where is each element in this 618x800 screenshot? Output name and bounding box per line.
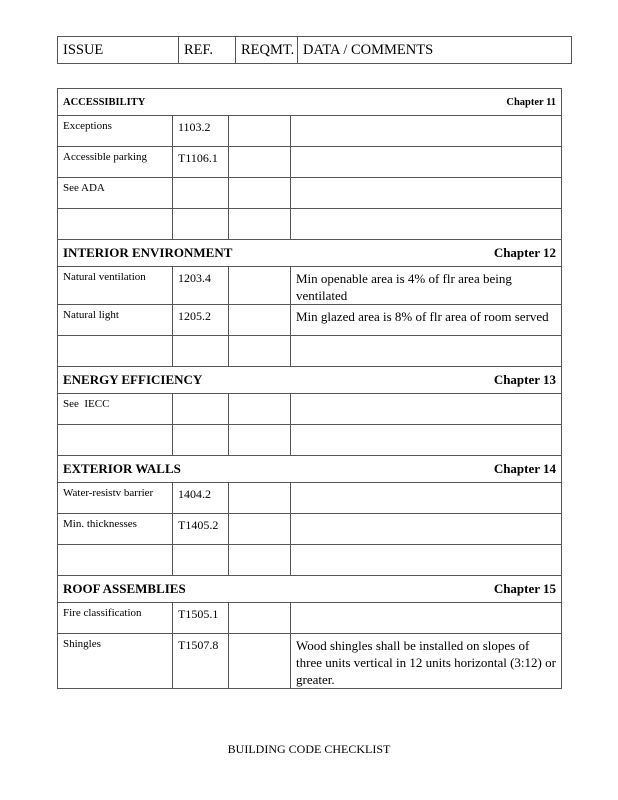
section-header-interior-environment [58,240,562,267]
row-reqmt [229,634,291,689]
table-row [58,425,562,456]
row-ref [173,336,229,367]
section-title: ACCESSIBILITY [63,96,146,108]
row-ref [173,209,229,240]
table-row [58,267,562,305]
row-reqmt [229,545,291,576]
row-reqmt [229,336,291,367]
table-row [58,545,562,576]
header-issue: ISSUE [58,37,179,64]
row-ref: T1507.8 [173,634,229,689]
row-ref: T1505.1 [173,603,229,634]
section-chapter: Chapter 15 [493,581,557,596]
row-label: Min. thicknesses [58,514,173,545]
section-header-energy-efficiency [58,367,562,394]
row-comment [291,425,562,456]
header-ref: REF. [179,37,236,64]
table-row [58,603,562,634]
row-reqmt [229,394,291,425]
section-header-exterior-walls [58,456,562,483]
row-reqmt [229,603,291,634]
page-footer: BUILDING CODE CHECKLIST [227,742,391,756]
row-comment [291,603,562,634]
header-table [57,36,572,64]
row-ref: 1205.2 [173,305,229,336]
section-title: INTERIOR ENVIRONMENT [63,245,233,260]
row-reqmt [229,305,291,336]
section-title: ENERGY EFFICIENCY [63,372,203,387]
header-row [58,37,572,64]
row-ref: 1103.2 [173,116,229,147]
row-ref [173,394,229,425]
row-label: Water-resistv barrier [58,483,173,514]
row-label: Accessible parking [58,147,173,178]
row-comment [291,178,562,209]
row-label [58,209,173,240]
table-row [58,178,562,209]
row-label: See IECC [58,394,173,425]
row-label: Natural ventilation [58,267,173,305]
row-label [58,336,173,367]
row-reqmt [229,425,291,456]
row-comment: Min glazed area is 8% of flr area of room served [291,305,562,336]
section-chapter: Chapter 13 [493,372,557,387]
section-title: EXTERIOR WALLS [63,461,181,476]
row-comment [291,483,562,514]
row-ref: 1404.2 [173,483,229,514]
row-label: Natural light [58,305,173,336]
row-ref: T1106.1 [173,147,229,178]
row-reqmt [229,267,291,305]
header-data-comments: DATA / COMMENTS [298,37,572,64]
table-row [58,116,562,147]
table-row [58,147,562,178]
row-reqmt [229,116,291,147]
row-reqmt [229,147,291,178]
row-ref [173,425,229,456]
row-comment: Min openable area is 4% of flr area being ventilated [291,267,562,305]
row-label [58,545,173,576]
row-comment [291,336,562,367]
table-row [58,305,562,336]
section-chapter: Chapter 14 [493,461,557,476]
row-label [58,425,173,456]
row-label: See ADA [58,178,173,209]
row-reqmt [229,209,291,240]
row-ref: T1405.2 [173,514,229,545]
row-comment [291,209,562,240]
row-comment [291,116,562,147]
row-reqmt [229,514,291,545]
table-row [58,483,562,514]
section-header-roof-assemblies [58,576,562,603]
table-row [58,514,562,545]
section-chapter: Chapter 12 [493,245,557,260]
row-label: Exceptions [58,116,173,147]
section-header-accessibility [58,89,562,116]
row-reqmt [229,178,291,209]
row-ref [173,545,229,576]
row-comment [291,147,562,178]
row-ref: 1203.4 [173,267,229,305]
table-row [58,394,562,425]
row-comment [291,545,562,576]
row-label: Shingles [58,634,173,689]
table-row [58,336,562,367]
row-comment [291,514,562,545]
row-comment [291,394,562,425]
table-row [58,209,562,240]
checklist-table [57,88,562,689]
table-row [58,634,562,689]
row-reqmt [229,483,291,514]
row-ref [173,178,229,209]
header-reqmt: REQMT. [236,37,298,64]
row-label: Fire classification [58,603,173,634]
section-chapter: Chapter 11 [506,96,557,108]
row-comment: Wood shingles shall be installed on slopes of three units vertical in 12 units horizontal (3:12) or greater. [291,634,562,689]
section-title: ROOF ASSEMBLIES [63,581,186,596]
